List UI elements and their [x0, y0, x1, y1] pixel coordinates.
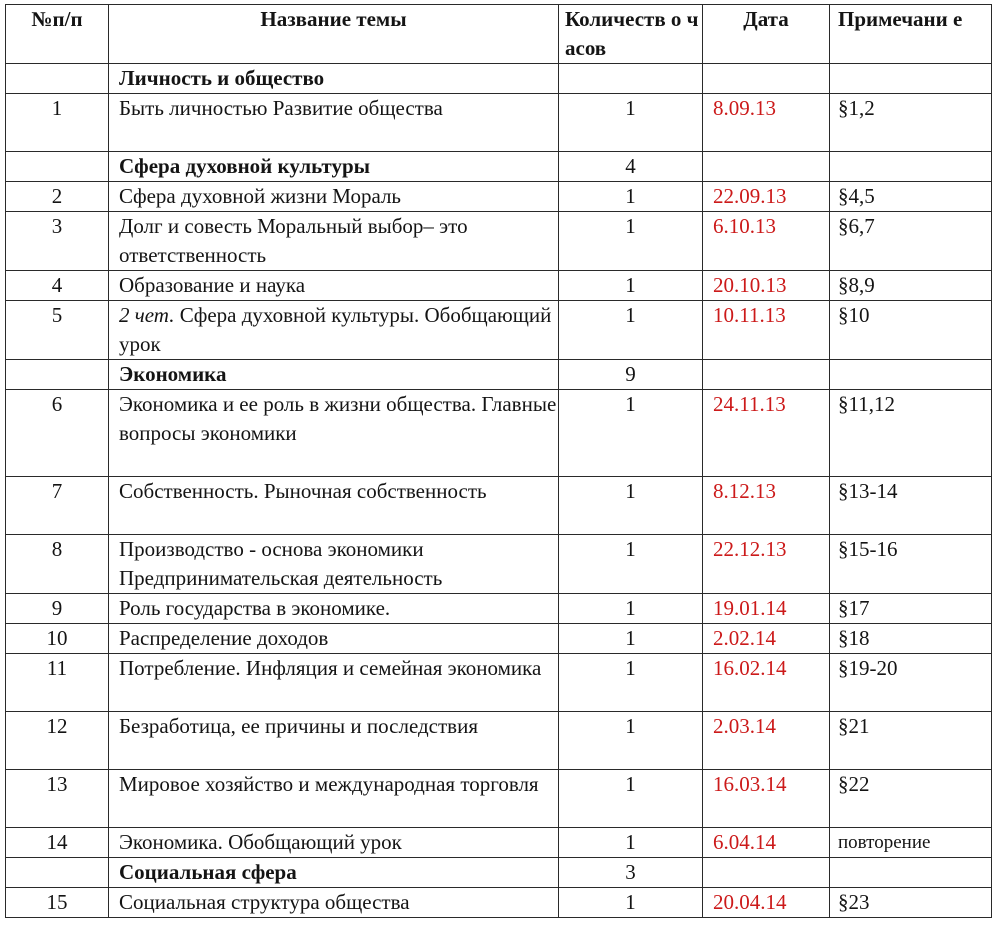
row-note: §4,5	[830, 182, 992, 212]
row-date: 20.04.14	[703, 888, 830, 918]
table-row	[6, 654, 992, 712]
header-num: №п/п	[6, 5, 109, 64]
row-date	[703, 858, 830, 888]
row-hours: 1	[559, 712, 703, 770]
row-date: 22.09.13	[703, 182, 830, 212]
row-date: 20.10.13	[703, 271, 830, 301]
row-date: 16.02.14	[703, 654, 830, 712]
row-hours: 1	[559, 654, 703, 712]
row-hours	[559, 64, 703, 94]
row-title: Сфера духовной жизни Мораль	[109, 182, 559, 212]
row-date: 10.11.13	[703, 301, 830, 360]
row-date: 6.10.13	[703, 212, 830, 271]
section-row	[6, 64, 992, 94]
row-note: повторение	[830, 828, 992, 858]
header-hours: Количеств о часов	[559, 5, 703, 64]
table-row	[6, 212, 992, 271]
row-hours: 4	[559, 152, 703, 182]
row-date: 24.11.13	[703, 390, 830, 477]
row-hours: 1	[559, 770, 703, 828]
row-note: §21	[830, 712, 992, 770]
table-row	[6, 828, 992, 858]
row-num: 8	[6, 535, 109, 594]
row-hours: 1	[559, 390, 703, 477]
row-date: 2.02.14	[703, 624, 830, 654]
row-note: §13-14	[830, 477, 992, 535]
row-num: 6	[6, 390, 109, 477]
row-note: §6,7	[830, 212, 992, 271]
row-note: §1,2	[830, 94, 992, 152]
row-num: 5	[6, 301, 109, 360]
row-hours: 1	[559, 594, 703, 624]
row-note: §8,9	[830, 271, 992, 301]
section-row	[6, 152, 992, 182]
row-date: 22.12.13	[703, 535, 830, 594]
row-date: 16.03.14	[703, 770, 830, 828]
table-row	[6, 888, 992, 918]
row-num: 2	[6, 182, 109, 212]
row-num: 9	[6, 594, 109, 624]
row-num: 1	[6, 94, 109, 152]
row-title: Долг и совесть Моральный выбор– это ответственность	[109, 212, 559, 271]
row-date: 2.03.14	[703, 712, 830, 770]
table-row	[6, 390, 992, 477]
row-note: §19-20	[830, 654, 992, 712]
row-note	[830, 152, 992, 182]
header-note: Примечани е	[830, 5, 992, 64]
row-num	[6, 360, 109, 390]
row-num	[6, 152, 109, 182]
row-title: Мировое хозяйство и международная торговля	[109, 770, 559, 828]
table-row	[6, 182, 992, 212]
row-date	[703, 152, 830, 182]
row-hours: 1	[559, 301, 703, 360]
table-row	[6, 301, 992, 360]
table-header-row	[6, 5, 992, 64]
row-date: 8.12.13	[703, 477, 830, 535]
table-row	[6, 271, 992, 301]
quarter-marker: 2 чет.	[119, 303, 175, 327]
row-date	[703, 360, 830, 390]
row-note: §22	[830, 770, 992, 828]
row-note: §17	[830, 594, 992, 624]
row-num: 15	[6, 888, 109, 918]
section-row	[6, 858, 992, 888]
row-date	[703, 64, 830, 94]
header-date: Дата	[703, 5, 830, 64]
row-num: 10	[6, 624, 109, 654]
row-title: Социальная структура общества	[109, 888, 559, 918]
row-note	[830, 360, 992, 390]
row-title-text: Сфера духовной культуры. Обобщающий урок	[119, 303, 552, 356]
row-hours: 1	[559, 182, 703, 212]
row-note: §18	[830, 624, 992, 654]
row-title: Быть личностью Развитие общества	[109, 94, 559, 152]
row-date: 6.04.14	[703, 828, 830, 858]
row-hours: 1	[559, 828, 703, 858]
row-num: 14	[6, 828, 109, 858]
row-num: 7	[6, 477, 109, 535]
table-row	[6, 535, 992, 594]
row-title: Распределение доходов	[109, 624, 559, 654]
section-title: Социальная сфера	[109, 858, 559, 888]
section-row	[6, 360, 992, 390]
section-title: Сфера духовной культуры	[109, 152, 559, 182]
section-title: Экономика	[109, 360, 559, 390]
row-title: Образование и наука	[109, 271, 559, 301]
row-title: Потребление. Инфляция и семейная экономика	[109, 654, 559, 712]
row-title: Безработица, ее причины и последствия	[109, 712, 559, 770]
table-body	[6, 64, 992, 918]
table-row	[6, 594, 992, 624]
row-title: Роль государства в экономике.	[109, 594, 559, 624]
row-num	[6, 64, 109, 94]
row-num: 3	[6, 212, 109, 271]
row-hours: 1	[559, 624, 703, 654]
row-num: 4	[6, 271, 109, 301]
row-num	[6, 858, 109, 888]
lesson-plan-table	[5, 4, 992, 918]
row-note	[830, 858, 992, 888]
row-hours: 1	[559, 271, 703, 301]
row-title	[109, 301, 559, 360]
row-date: 19.01.14	[703, 594, 830, 624]
table-row	[6, 624, 992, 654]
header-title: Название темы	[109, 5, 559, 64]
row-date: 8.09.13	[703, 94, 830, 152]
row-title: Экономика. Обобщающий урок	[109, 828, 559, 858]
row-hours: 1	[559, 212, 703, 271]
row-note: §23	[830, 888, 992, 918]
table-row	[6, 770, 992, 828]
table-row	[6, 477, 992, 535]
row-hours: 9	[559, 360, 703, 390]
row-num: 12	[6, 712, 109, 770]
row-note	[830, 64, 992, 94]
section-title: Личность и общество	[109, 64, 559, 94]
row-num: 11	[6, 654, 109, 712]
row-title: Экономика и ее роль в жизни общества. Главные вопросы экономики	[109, 390, 559, 477]
table-row	[6, 712, 992, 770]
row-title: Производство - основа экономики Предпринимательская деятельность	[109, 535, 559, 594]
row-hours: 1	[559, 888, 703, 918]
row-note: §10	[830, 301, 992, 360]
row-note: §15-16	[830, 535, 992, 594]
row-hours: 1	[559, 477, 703, 535]
row-note: §11,12	[830, 390, 992, 477]
row-num: 13	[6, 770, 109, 828]
row-hours: 1	[559, 94, 703, 152]
row-hours: 3	[559, 858, 703, 888]
row-title: Собственность. Рыночная собственность	[109, 477, 559, 535]
row-hours: 1	[559, 535, 703, 594]
table-row	[6, 94, 992, 152]
